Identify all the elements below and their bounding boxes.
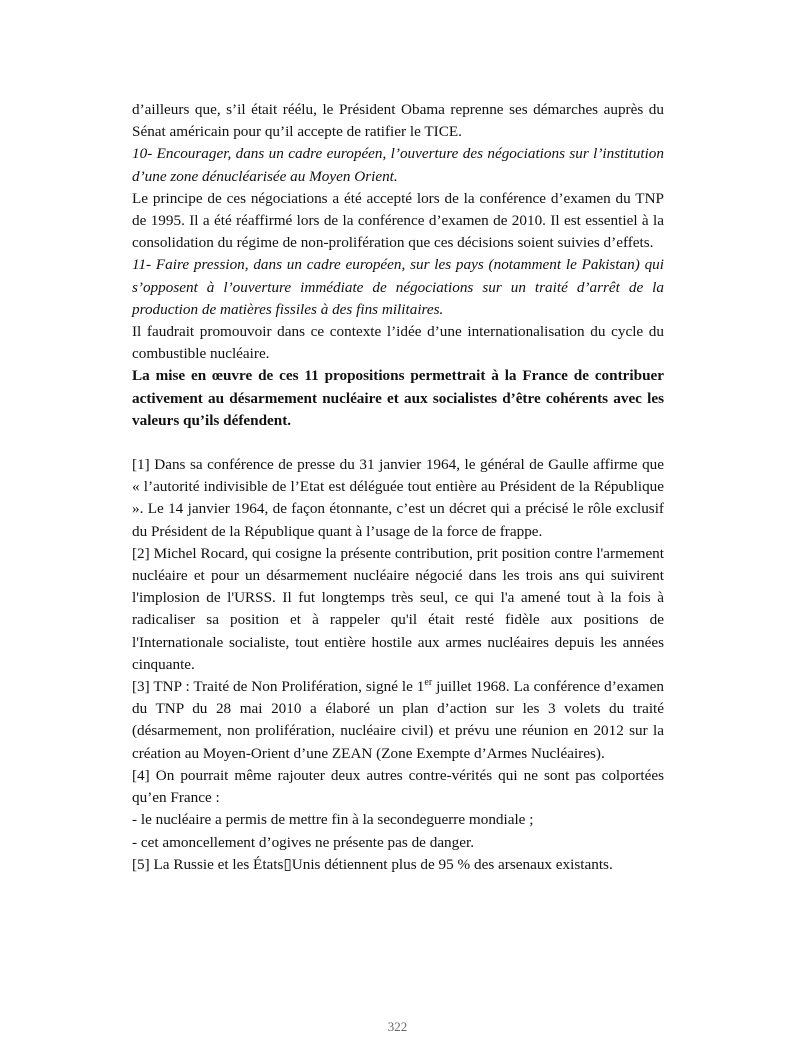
footnote-3-start: [3] TNP : Traité de Non Prolifération, signé le 1 (132, 678, 425, 696)
footnote-4: [4] On pourrait même rajouter deux autres contre-vérités qui ne sont pas colportées qu’en France : (132, 766, 664, 807)
footnote-2: [2] Michel Rocard, qui cosigne la présente contribution, prit position contre l'armement nucléaire et pour un désarmement nucléaire négocié dans les trois ans qui suivirent l'implosion de l'URSS. Il fut longtemps très seul, ce qui l'a amené tout à la fois à radicaliser sa position et à rappeler qu'il était resté fidèle aux positions de l'Internationale socialiste, tout entière hostile aux armes nucléaires depuis les années cinquante. (132, 544, 664, 673)
paragraph-obama-tice: d’ailleurs que, s’il était réélu, le Président Obama reprenne ses démarches auprès du Sénat américain pour qu’il accepte de ratifier le TICE. (132, 101, 664, 141)
conclusion-paragraph: La mise en œuvre de ces 11 propositions permettrait à la France de contribuer activement au désarmement nucléaire et aux socialistes d’être cohérents avec les valeurs qu’ils défendent. (132, 367, 664, 429)
section-gap (132, 432, 664, 454)
footnote-1: [1] Dans sa conférence de presse du 31 janvier 1964, le général de Gaulle affirme que « l’autorité indivisible de l’Etat est déléguée tout entière au Président de la République ». Le 14 janvier 1964, de façon étonnante, c’est un décret qui a précisé le rôle exclusif du Président de la République quant à l’usage de la force de frappe. (132, 456, 664, 540)
footnote-3-rest: juillet 1968. La conférence d’examen du TNP du 28 mai 2010 a élaboré un plan d’action sur les 3 volets du traité (désarmement, non prolifération, nucléaire civil) et prévu une réunion en 2012 sur la création au Moyen-Orient d’une ZEAN (Zone Exempte d’Armes Nucléaires). (132, 678, 664, 762)
footnote-5: [5] La Russie et les États▯Unis détiennent plus de 95 % des arsenaux existants. (132, 855, 613, 873)
footnote-3 (132, 676, 664, 765)
footnote-4-item-2: - cet amoncellement d’ogives ne présente pas de danger. (132, 833, 474, 851)
paragraph-tnp-principle: Le principe de ces négociations a été accepté lors de la conférence d’examen du TNP de 1995. Il a été réaffirmé lors de la conférence d’examen de 2010. Il est essentiel à la consolidation du régime de non-prolifération que ces décisions soient suivies d’effets. (132, 189, 664, 252)
page-number: 322 (387, 1019, 408, 1034)
footnote-3-superscript: er (424, 677, 433, 689)
paragraph-fuel-cycle: Il faudrait promouvoir dans ce contexte l’idée d’une internationalisation du cycle du combustible nucléaire. (132, 323, 664, 363)
proposal-11: 11- Faire pression, dans un cadre européen, sur les pays (notamment le Pakistan) qui s’opposent à l’ouverture immédiate de négociations sur un traité d’arrêt de la production de matières fissiles à des fins militaires. (132, 256, 664, 318)
footnote-4-item-1: - le nucléaire a permis de mettre fin à la secondeguerre mondiale ; (132, 811, 534, 829)
proposal-10: 10- Encourager, dans un cadre européen, l’ouverture des négociations sur l’institution d’une zone dénucléarisée au Moyen Orient. (132, 145, 664, 185)
document-page (132, 99, 664, 876)
